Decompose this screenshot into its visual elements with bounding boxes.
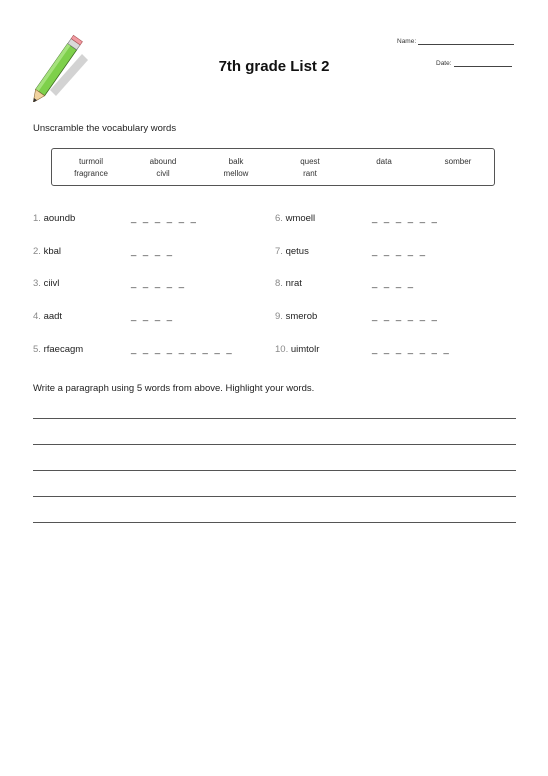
question-item: 8. nrat bbox=[275, 278, 302, 289]
answer-blanks[interactable]: _ _ _ _ _ bbox=[372, 246, 425, 257]
word-bank-item: somber bbox=[444, 157, 472, 166]
paragraph-instruction: Write a paragraph using 5 words from above. Highlight your words. bbox=[33, 383, 315, 394]
question-item: 4. aadt bbox=[33, 311, 63, 322]
answer-blanks[interactable]: _ _ _ _ _ _ bbox=[131, 213, 196, 224]
page-title: 7th grade List 2 bbox=[218, 58, 330, 75]
writing-line[interactable] bbox=[33, 496, 516, 497]
scrambled-word: rfaecagm bbox=[43, 344, 84, 355]
date-line bbox=[454, 66, 512, 67]
answer-blanks[interactable]: _ _ _ _ bbox=[372, 278, 414, 289]
answer-blanks[interactable]: _ _ _ _ _ bbox=[131, 278, 184, 289]
writing-line[interactable] bbox=[33, 470, 516, 471]
word-bank-item: data bbox=[376, 157, 392, 166]
answer-blanks[interactable]: _ _ _ _ _ _ _ bbox=[372, 344, 449, 355]
writing-line[interactable] bbox=[33, 444, 516, 445]
question-item: 6. wmoell bbox=[275, 213, 316, 224]
date-field[interactable] bbox=[436, 60, 512, 67]
name-label: Name: bbox=[397, 38, 417, 45]
question-item: 9. smerob bbox=[275, 311, 318, 322]
scrambled-word: nrat bbox=[285, 278, 302, 289]
word-bank-item: mellow bbox=[223, 169, 249, 178]
answer-blanks[interactable]: _ _ _ _ bbox=[131, 246, 173, 257]
question-item: 3. ciivl bbox=[33, 278, 60, 289]
question-item: 7. qetus bbox=[275, 246, 309, 257]
question-item: 2. kbal bbox=[33, 246, 62, 257]
question-item: 1. aoundb bbox=[33, 213, 76, 224]
question-item: 10. uimtolr bbox=[275, 344, 320, 355]
scrambled-word: aoundb bbox=[43, 213, 76, 224]
writing-line[interactable] bbox=[33, 418, 516, 419]
scrambled-word: kbal bbox=[43, 246, 62, 257]
date-label: Date: bbox=[436, 60, 452, 67]
word-bank-item: fragrance bbox=[74, 169, 108, 178]
writing-line[interactable] bbox=[33, 522, 516, 523]
answer-blanks[interactable]: _ _ _ _ _ _ bbox=[372, 213, 437, 224]
answer-blanks[interactable]: _ _ _ _ _ _ _ _ _ bbox=[131, 344, 232, 355]
scrambled-word: wmoell bbox=[285, 213, 316, 224]
scrambled-word: uimtolr bbox=[290, 344, 320, 355]
scrambled-word: qetus bbox=[285, 246, 309, 257]
word-bank-item: balk bbox=[228, 157, 244, 166]
word-bank-item: abound bbox=[149, 157, 177, 166]
word-bank bbox=[51, 148, 495, 186]
scrambled-word: aadt bbox=[43, 311, 63, 322]
word-bank-item: quest bbox=[300, 157, 320, 166]
answer-blanks[interactable]: _ _ _ _ _ _ bbox=[372, 311, 437, 322]
name-field[interactable] bbox=[397, 38, 514, 45]
word-bank-item: rant bbox=[303, 169, 317, 178]
word-bank-item: turmoil bbox=[78, 157, 103, 166]
scrambled-word: ciivl bbox=[43, 278, 60, 289]
word-bank-item: civil bbox=[156, 169, 170, 178]
name-line bbox=[418, 44, 514, 45]
unscramble-instruction: Unscramble the vocabulary words bbox=[33, 123, 177, 134]
question-item: 5. rfaecagm bbox=[33, 344, 84, 355]
scrambled-word: smerob bbox=[285, 311, 318, 322]
answer-blanks[interactable]: _ _ _ _ bbox=[131, 311, 173, 322]
